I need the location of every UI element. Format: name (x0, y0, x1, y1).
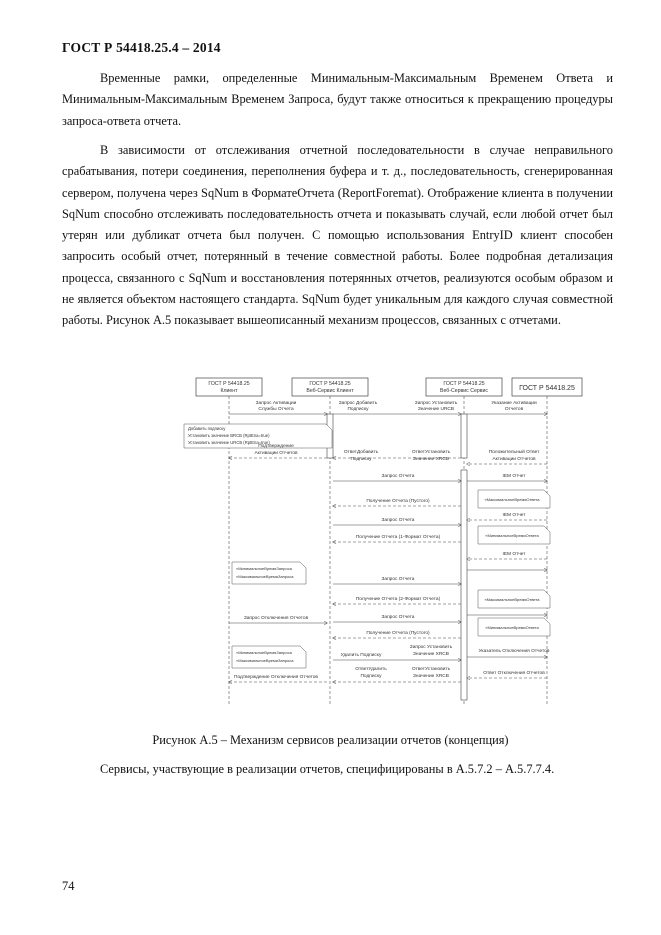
label-iem-2: IEM Отчет (502, 513, 526, 518)
label-recv-empty-1: Получение Отчета (Пустого) (366, 499, 430, 504)
paragraph-sqnum: В зависимости от отслеживания отчетной последовательности в случае неправильного срабатывания, потери соединения, переполнения буфера и т. д., последовательность, сгенерированная сервером, получена через SqNum в ФорматеОтчета (ReportForemat). Отображение клиента в получении SqNum способно отслеживать последовательность отчета и показывать случай, если любой отчет был утерян или дубликат отчета был получен. С помощью использования EntryID клиент способен запросить особый отчет, потерянный в течение совместной работы. Более подробная детализация процесса, связанного с SqNum и восстановления потерянных отчетов, реализуются особым образом и не является объектом настоящего стандарта. SqNum будет уникальным для каждого случая совместной работы. Рисунок А.5 показывает вышеописанный механизм процессов, связанных с отчетами. (62, 143, 613, 328)
svg-text:«МаксимальноеВремяОтвета: «МаксимальноеВремяОтвета (484, 497, 540, 502)
note-max-resp-4 (478, 618, 550, 636)
svg-text:«МаксимальноеВремяЗапроса: «МаксимальноеВремяЗапроса (236, 658, 294, 663)
paragraph-time-frames: Временные рамки, определенные Минимальным-Максимальным Временем Ответа и Минимальным-Максимальным Временем Запроса, будут также относиться к прекращению процедуры запроса-ответа отчета. (62, 71, 613, 128)
label-resp-del-l1: ОтветУдалить (355, 667, 387, 672)
lifeline-ws-server (426, 378, 502, 396)
label-req-add-l1: Запрос Добавить (338, 401, 378, 406)
label-req-report-4: Запрос Отчета (381, 615, 415, 620)
label-resp-set2-l1: ОтветУстановить (411, 667, 451, 672)
lifeline-ws-client-title: ГОСТ Р 54418.25 (309, 381, 351, 387)
label-conf-activation-l1: Подтверждение (258, 444, 294, 449)
note-max-resp-2 (478, 526, 550, 544)
label-req-activation-l2: Службы Отчета (258, 407, 294, 412)
note-request-time-1 (232, 562, 306, 584)
document-header: ГОСТ Р 54418.25.4 – 2014 (62, 40, 221, 55)
label-req-set-l2: Значение URCB (417, 407, 455, 412)
lifeline-ws-server-title: ГОСТ Р 54418.25 (443, 381, 485, 387)
label-iem-3: IEM Отчет (502, 552, 526, 557)
note-request-time-2 (232, 646, 306, 668)
lifeline-ws-server-role: Веб-Сервис Сервис (440, 388, 488, 394)
label-req-report-1: Запрос Отчета (381, 474, 415, 479)
label-recv-f2: Получение Отчета (2-Формат Отчета) (355, 597, 441, 602)
label-resp-set-l2: Значение XRCB (413, 457, 449, 462)
label-ind-stop: Указатель Отключения Отчетов (478, 649, 550, 654)
figure-caption: Рисунок А.5 – Механизм сервисов реализации отчетов (концепция) (152, 733, 509, 747)
svg-text:«МаксимальноеВремяОтвета: «МаксимальноеВремяОтвета (484, 597, 540, 602)
lifeline-ws-client (292, 378, 368, 396)
lifeline-ws-client-role: Веб-Сервис Клиент (306, 388, 354, 394)
label-req-delete: Удалить Подписку (340, 653, 382, 658)
label-resp-set2-l2: Значение XRCB (413, 674, 449, 679)
label-conf-activation-l2: Активации Отчетов (254, 451, 298, 456)
svg-text:«МинимальноеВремяОтвета: «МинимальноеВремяОтвета (485, 625, 539, 630)
sequence-diagram (176, 374, 586, 714)
label-pos-resp-l2: Активации Отчетов (492, 457, 536, 462)
label-resp-stop: Ответ Отключения Отчетов (483, 671, 545, 676)
label-req-set2-l2: Значение XRCB (413, 652, 449, 657)
svg-text:«МаксимальноеВремяЗапроса: «МаксимальноеВремяЗапроса (236, 574, 294, 579)
label-resp-set-l1: ОтветУстановить (411, 450, 451, 455)
svg-text:Установить значение BRCB (RptE: Установить значение BRCB (RptEna=true) (188, 433, 270, 438)
note-max-resp-3 (478, 590, 550, 608)
lifeline-server-title: ГОСТ Р 54418.25 (519, 385, 575, 392)
label-req-set-l1: Запрос Установить (414, 401, 458, 406)
label-req-activation-l1: Запрос Активации (255, 401, 297, 406)
label-req-report-2: Запрос Отчета (381, 518, 415, 523)
lifeline-client (196, 378, 262, 396)
paragraph-services: Сервисы, участвующие в реализации отчетов, специфицированы в А.5.7.2 – А.5.7.7.4. (100, 762, 555, 776)
label-req-add-l2: Подписку (347, 407, 369, 412)
label-ind-activation-l2: Отчетов (504, 407, 524, 412)
label-resp-add-l2: Подписку (350, 457, 372, 462)
svg-text:Установить значение URCB (RptE: Установить значение URCB (RptEna=true) (188, 440, 270, 445)
page-number: 74 (62, 879, 75, 893)
svg-text:«МинимальноеВремяОтвета: «МинимальноеВремяОтвета (485, 533, 539, 538)
label-req-report-3: Запрос Отчета (381, 577, 415, 582)
label-iem-1: IEM Отчет (502, 474, 526, 479)
svg-text:Добавить подписку: Добавить подписку (188, 426, 226, 431)
label-recv-empty-2: Получение Отчета (Пустого) (366, 631, 430, 636)
svg-text:«МинимальноеВремяЗапроса: «МинимальноеВремяЗапроса (236, 650, 292, 655)
note-max-resp-1 (478, 490, 550, 508)
label-resp-add-l1: ОтветДобавить (343, 450, 379, 455)
svg-text:«МинимальноеВремяЗапроса: «МинимальноеВремяЗапроса (236, 566, 292, 571)
label-pos-resp-l1: Положительный Ответ (488, 450, 540, 455)
label-recv-f1: Получение Отчета (1-Формат Отчета) (355, 535, 441, 540)
lifeline-client-role: Клиент (220, 388, 238, 394)
label-req-stop: Запрос Отключения Отчетов (243, 616, 309, 621)
lifeline-server (512, 378, 582, 396)
lifeline-client-title: ГОСТ Р 54418.25 (208, 381, 250, 387)
label-conf-stop: Подтверждение Отключения Отчетов (234, 675, 318, 680)
label-req-set2-l1: Запрос Установить (409, 645, 453, 650)
label-ind-activation-l1: Указание Активации (491, 401, 537, 406)
label-resp-del-l2: Подписку (360, 674, 382, 679)
